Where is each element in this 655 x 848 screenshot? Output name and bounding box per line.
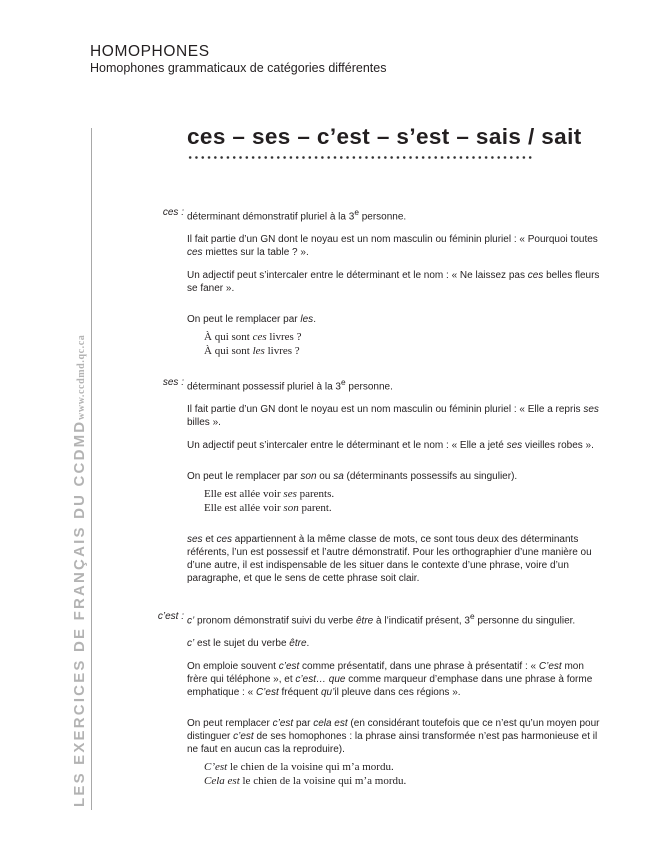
term-label: ces : — [162, 207, 184, 218]
paragraph: On peut le remplacer par les. — [187, 314, 316, 326]
sidebar-rule — [91, 128, 92, 810]
paragraph: c’ est le sujet du verbe être. — [187, 638, 310, 650]
example-line: À qui sont les livres ? — [204, 344, 300, 357]
example-block — [204, 331, 602, 358]
section-ces — [132, 206, 602, 358]
paragraph: Il fait partie d’un GN dont le noyau est un nom masculin ou féminin pluriel : « Elle a repris ses billes ». — [187, 404, 599, 429]
paragraph: On emploie souvent c’est comme présentatif, dans une phrase à présentatif : « C’est mon frère qui téléphone », et c’est… que comme marqueur d’emphase dans une phrase à forme emphatique : « C’est fréquent qu’il pleuve dans ces régions ». — [187, 661, 593, 699]
example-line: Elle est allée voir ses parents. — [204, 488, 335, 501]
header-subtitle: Homophones grammaticaux de catégories différentes — [90, 61, 387, 75]
sidebar-collection-title: LES EXERCICES DE FRANÇAIS DU CCDMD — [71, 419, 88, 807]
example-line: Elle est allée voir son parent. — [204, 501, 332, 514]
paragraph: Un adjectif peut s’intercaler entre le déterminant et le nom : « Ne laissez pas ces belles fleurs se faner ». — [187, 270, 600, 295]
example-block — [204, 488, 602, 515]
definition: c’ pronom démonstratif suivi du verbe être à l’indicatif présent, 3e personne du singulier. — [187, 611, 576, 627]
paragraph: Il fait partie d’un GN dont le noyau est un nom masculin ou féminin pluriel : « Pourquoi toutes ces miettes sur la table ? ». — [187, 234, 598, 259]
example-line: C’est le chien de la voisine qui m’a mordu. — [204, 761, 394, 774]
section-cest — [132, 610, 602, 788]
definition: déterminant possessif pluriel à la 3e personne. — [187, 377, 393, 393]
sidebar-url: www.ccdmd.qc.ca — [76, 334, 87, 420]
term-label: ses : — [162, 377, 184, 388]
example-block — [204, 761, 602, 788]
paragraph: On peut remplacer c’est par cela est (en considérant toutefois que ce n’est qu’un moyen pour distinguer c’est de ses homophones : la phrase ainsi transformée n’est pas harmonieuse et il ne faut en aucun cas la reproduire). — [187, 718, 600, 756]
example-line: Cela est le chien de la voisine qui m’a mordu. — [204, 774, 407, 787]
header-title: HOMOPHONES — [90, 43, 210, 60]
section-ses — [132, 376, 602, 585]
paragraph: ses et ces appartiennent à la même classe de mots, ce sont tous deux des déterminants référents, l’un est possessif et l’autre démonstratif. Pour les orthographier d’une manière ou d’une autre, il est indispensable de les situer dans le contexte d’une phrase, voire d’un paragraphe, et que le sens de cette phrase soit clair. — [187, 534, 592, 585]
paragraph: Un adjectif peut s’intercaler entre le déterminant et le nom : « Elle a jeté ses vieilles robes ». — [187, 440, 594, 452]
term-label: c’est : — [157, 611, 184, 622]
page-header — [90, 43, 386, 76]
title-dotted-divider — [187, 156, 533, 159]
definition: déterminant démonstratif pluriel à la 3e personne. — [187, 207, 407, 223]
page-title: ces – ses – c’est – s’est – sais / sait — [187, 124, 582, 149]
example-line: À qui sont ces livres ? — [204, 331, 302, 344]
paragraph: On peut le remplacer par son ou sa (déterminants possessifs au singulier). — [187, 471, 518, 483]
